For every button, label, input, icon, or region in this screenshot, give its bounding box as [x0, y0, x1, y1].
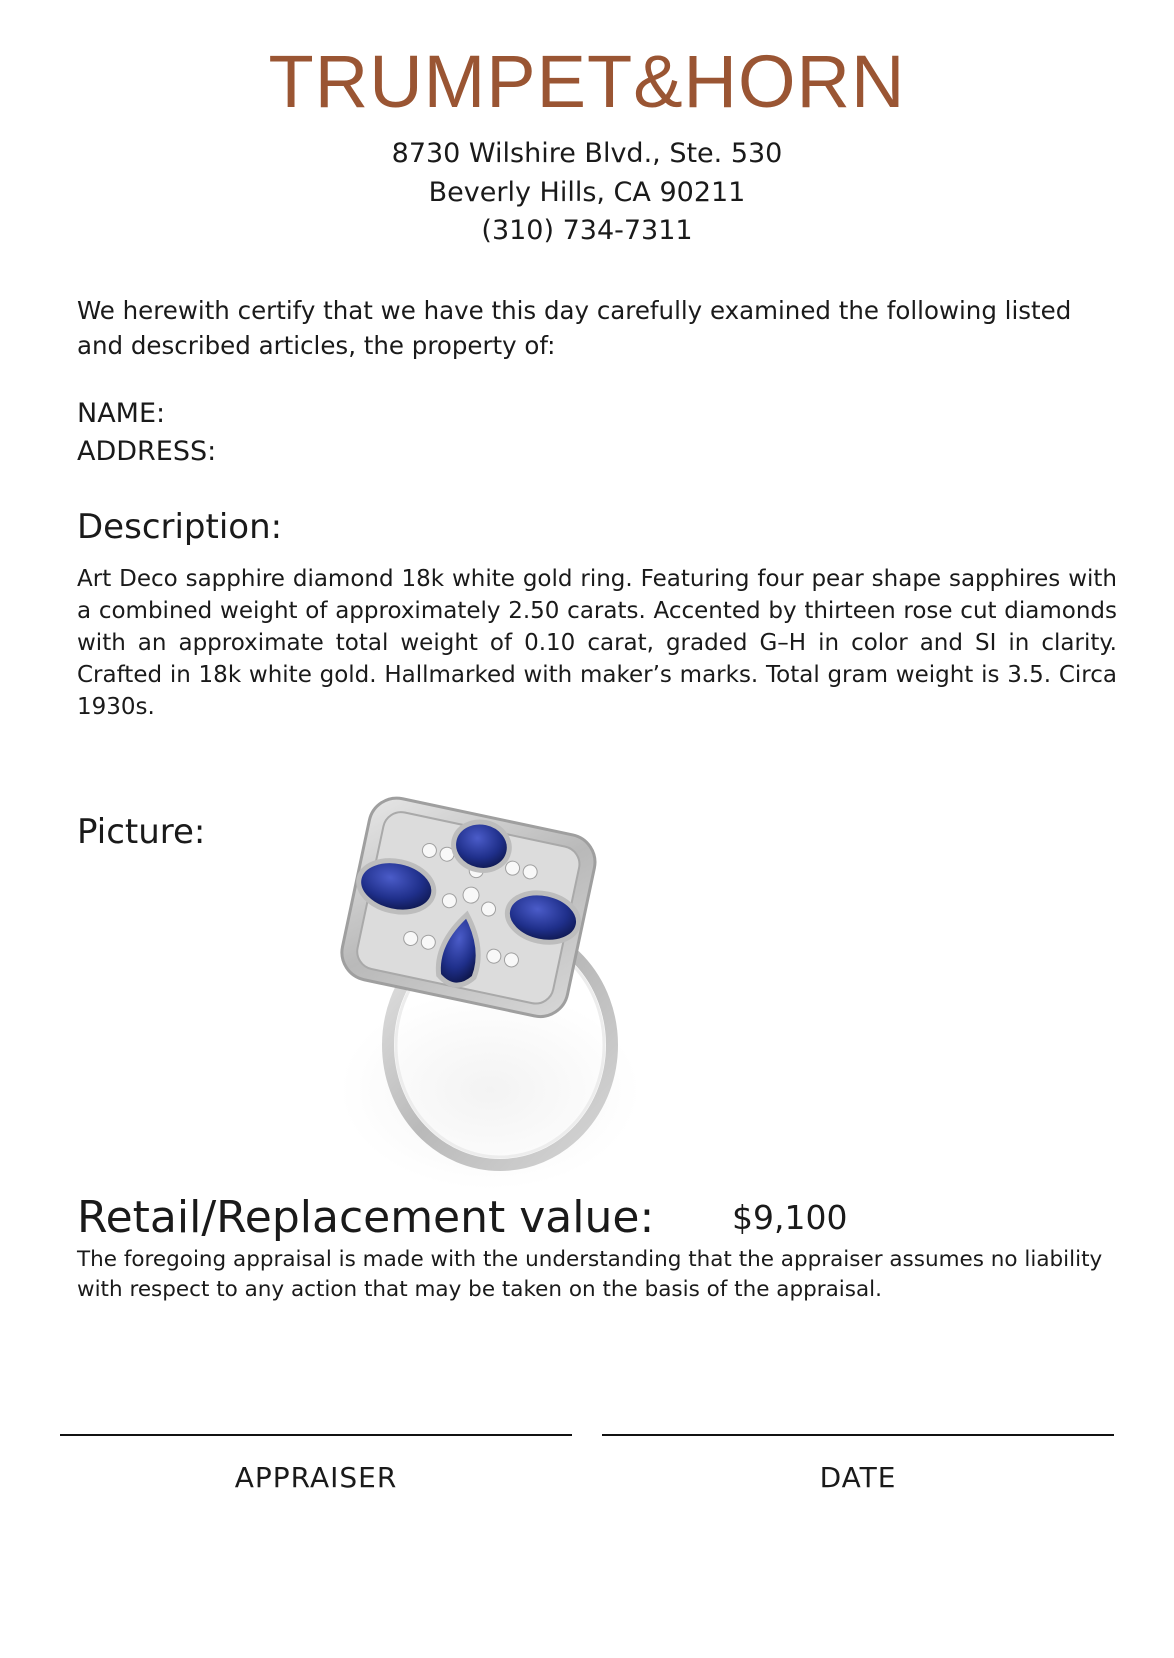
certification-text: We herewith certify that we have this day carefully examined the following listed and described articles, the property of:	[77, 296, 1072, 360]
address-line2: Beverly Hills, CA 90211	[428, 177, 746, 208]
value-amount: $9,100	[732, 1198, 848, 1237]
date-label: DATE	[819, 1461, 897, 1494]
brand-logo: TRUMPET&HORN	[268, 40, 906, 123]
description-heading: Description:	[77, 507, 283, 547]
address-label: ADDRESS:	[77, 436, 217, 467]
appraiser-signature-line	[60, 1434, 572, 1436]
picture-heading: Picture:	[77, 812, 206, 852]
disclaimer-text: The foregoing appraisal is made with the understanding that the appraiser assumes no liability with respect to any action that may be taken on the basis of the appraisal.	[77, 1247, 1103, 1302]
phone-number: (310) 734-7311	[481, 215, 693, 246]
date-signature-line	[602, 1434, 1114, 1436]
ring-image	[300, 790, 660, 1190]
value-label: Retail/Replacement value:	[77, 1192, 655, 1243]
name-label: NAME:	[77, 398, 166, 429]
address-line1: 8730 Wilshire Blvd., Ste. 530	[391, 138, 783, 169]
description-text: Art Deco sapphire diamond 18k white gold ring. Featuring four pear shape sapphires with a combined weight of approximately 2.50 carats. Accented by thirteen rose cut diamonds with an approximate total weight of 0.10 carat, graded G–H in color and SI in clarity. Crafted in 18k white gold. Hallmarked with maker’s marks. Total gram weight is 3.5. Circa 1930s.	[77, 566, 1117, 720]
appraiser-label: APPRAISER	[234, 1461, 398, 1494]
